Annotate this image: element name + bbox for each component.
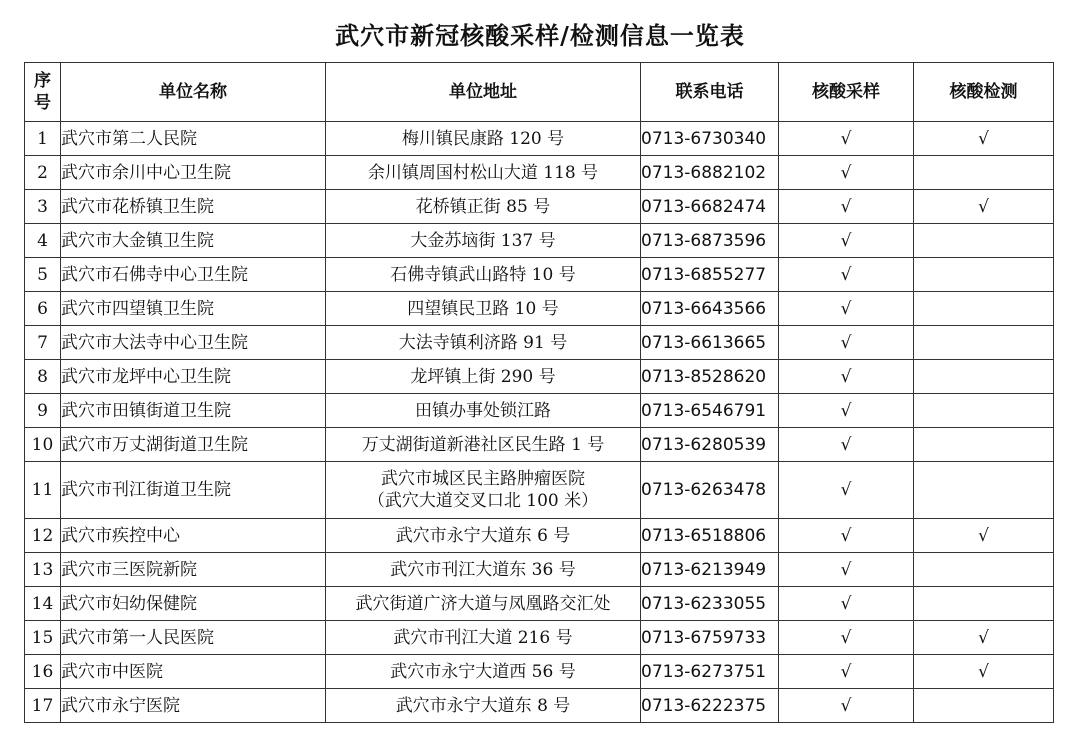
table-row [25, 156, 1054, 190]
row-sampling-check: √ [779, 326, 914, 360]
row-sampling-check: √ [779, 553, 914, 587]
row-index: 13 [25, 553, 61, 587]
row-unit-address-line1: 武穴市城区民主路肿瘤医院 [381, 469, 585, 489]
header-index-line1: 序 [34, 71, 51, 91]
info-table [24, 62, 1054, 723]
row-index: 4 [25, 224, 61, 258]
row-unit-address: 四望镇民卫路 10 号 [326, 292, 641, 326]
row-phone: 0713-6873596 [641, 224, 779, 258]
row-testing-check [914, 587, 1054, 621]
row-index: 1 [25, 122, 61, 156]
header-phone: 联系电话 [641, 63, 779, 122]
header-sampling: 核酸采样 [779, 63, 914, 122]
header-testing: 核酸检测 [914, 63, 1054, 122]
row-unit-address: 武穴市永宁大道东 8 号 [326, 689, 641, 723]
row-phone: 0713-6233055 [641, 587, 779, 621]
row-unit-name: 武穴市龙坪中心卫生院 [61, 360, 326, 394]
table-row [25, 553, 1054, 587]
row-sampling-check: √ [779, 156, 914, 190]
row-unit-address: 梅川镇民康路 120 号 [326, 122, 641, 156]
row-unit-address [326, 462, 641, 519]
row-unit-address: 田镇办事处锁江路 [326, 394, 641, 428]
row-unit-address: 石佛寺镇武山路特 10 号 [326, 258, 641, 292]
row-index: 16 [25, 655, 61, 689]
row-sampling-check: √ [779, 292, 914, 326]
row-sampling-check: √ [779, 428, 914, 462]
row-index: 10 [25, 428, 61, 462]
table-row [25, 258, 1054, 292]
row-index: 3 [25, 190, 61, 224]
row-testing-check [914, 553, 1054, 587]
table-row [25, 621, 1054, 655]
row-sampling-check: √ [779, 519, 914, 553]
row-unit-address: 武穴市刊江大道 216 号 [326, 621, 641, 655]
row-unit-address: 武穴街道广济大道与凤凰路交汇处 [326, 587, 641, 621]
row-index: 11 [25, 462, 61, 519]
row-sampling-check: √ [779, 587, 914, 621]
table-row [25, 224, 1054, 258]
row-testing-check [914, 292, 1054, 326]
row-unit-name: 武穴市万丈湖街道卫生院 [61, 428, 326, 462]
header-row [25, 63, 1054, 122]
table-row [25, 428, 1054, 462]
table-row [25, 190, 1054, 224]
row-unit-address: 花桥镇正街 85 号 [326, 190, 641, 224]
row-phone: 0713-6273751 [641, 655, 779, 689]
row-sampling-check: √ [779, 394, 914, 428]
row-index: 12 [25, 519, 61, 553]
row-unit-address: 大法寺镇利济路 91 号 [326, 326, 641, 360]
table-row [25, 655, 1054, 689]
row-index: 7 [25, 326, 61, 360]
row-index: 5 [25, 258, 61, 292]
row-unit-address: 大金苏垴街 137 号 [326, 224, 641, 258]
row-testing-check: √ [914, 122, 1054, 156]
table-row [25, 292, 1054, 326]
row-phone: 0713-6855277 [641, 258, 779, 292]
table-row [25, 326, 1054, 360]
header-index-line2: 号 [34, 93, 51, 113]
row-testing-check [914, 462, 1054, 519]
row-unit-name: 武穴市大金镇卫生院 [61, 224, 326, 258]
row-unit-name: 武穴市大法寺中心卫生院 [61, 326, 326, 360]
row-unit-name: 武穴市第一人民医院 [61, 621, 326, 655]
row-unit-address: 龙坪镇上街 290 号 [326, 360, 641, 394]
row-testing-check: √ [914, 190, 1054, 224]
row-index: 6 [25, 292, 61, 326]
table-row [25, 519, 1054, 553]
row-unit-address: 余川镇周国村松山大道 118 号 [326, 156, 641, 190]
row-sampling-check: √ [779, 360, 914, 394]
row-unit-name: 武穴市余川中心卫生院 [61, 156, 326, 190]
row-sampling-check: √ [779, 655, 914, 689]
row-index: 15 [25, 621, 61, 655]
row-testing-check [914, 689, 1054, 723]
header-unit-address: 单位地址 [326, 63, 641, 122]
row-sampling-check: √ [779, 224, 914, 258]
row-sampling-check: √ [779, 621, 914, 655]
row-unit-name: 武穴市三医院新院 [61, 553, 326, 587]
row-phone: 0713-6759733 [641, 621, 779, 655]
header-unit-name: 单位名称 [61, 63, 326, 122]
row-phone: 0713-6222375 [641, 689, 779, 723]
table-row [25, 122, 1054, 156]
row-testing-check: √ [914, 621, 1054, 655]
row-index: 2 [25, 156, 61, 190]
row-unit-name: 武穴市永宁医院 [61, 689, 326, 723]
row-unit-name: 武穴市刊江街道卫生院 [61, 462, 326, 519]
row-phone: 0713-6682474 [641, 190, 779, 224]
row-index: 8 [25, 360, 61, 394]
row-phone: 0713-6643566 [641, 292, 779, 326]
row-unit-name: 武穴市疾控中心 [61, 519, 326, 553]
row-unit-address: 万丈湖街道新港社区民生路 1 号 [326, 428, 641, 462]
row-unit-name: 武穴市四望镇卫生院 [61, 292, 326, 326]
row-unit-name: 武穴市妇幼保健院 [61, 587, 326, 621]
row-phone: 0713-6518806 [641, 519, 779, 553]
row-testing-check: √ [914, 655, 1054, 689]
row-unit-address: 武穴市永宁大道东 6 号 [326, 519, 641, 553]
row-sampling-check: √ [779, 462, 914, 519]
table-row [25, 462, 1054, 519]
row-index: 14 [25, 587, 61, 621]
row-phone: 0713-6613665 [641, 326, 779, 360]
row-sampling-check: √ [779, 190, 914, 224]
page-title: 武穴市新冠核酸采样/检测信息一览表 [335, 21, 745, 50]
row-unit-name: 武穴市中医院 [61, 655, 326, 689]
row-phone: 0713-6263478 [641, 462, 779, 519]
row-testing-check: √ [914, 519, 1054, 553]
row-unit-name: 武穴市第二人民院 [61, 122, 326, 156]
table-row [25, 689, 1054, 723]
row-phone: 0713-6213949 [641, 553, 779, 587]
row-sampling-check: √ [779, 122, 914, 156]
row-testing-check [914, 224, 1054, 258]
row-testing-check [914, 326, 1054, 360]
row-phone: 0713-6546791 [641, 394, 779, 428]
row-sampling-check: √ [779, 258, 914, 292]
row-testing-check [914, 258, 1054, 292]
table-row [25, 394, 1054, 428]
table-body [25, 122, 1054, 723]
row-unit-name: 武穴市石佛寺中心卫生院 [61, 258, 326, 292]
table-row [25, 587, 1054, 621]
row-testing-check [914, 394, 1054, 428]
row-index: 9 [25, 394, 61, 428]
row-phone: 0713-6730340 [641, 122, 779, 156]
table-row [25, 360, 1054, 394]
row-phone: 0713-6882102 [641, 156, 779, 190]
row-phone: 0713-8528620 [641, 360, 779, 394]
row-testing-check [914, 156, 1054, 190]
row-unit-name: 武穴市田镇街道卫生院 [61, 394, 326, 428]
row-unit-address-line2: （武穴大道交叉口北 100 米） [367, 491, 599, 511]
row-testing-check [914, 428, 1054, 462]
row-unit-address: 武穴市永宁大道西 56 号 [326, 655, 641, 689]
row-phone: 0713-6280539 [641, 428, 779, 462]
row-unit-name: 武穴市花桥镇卫生院 [61, 190, 326, 224]
row-sampling-check: √ [779, 689, 914, 723]
row-unit-address: 武穴市刊江大道东 36 号 [326, 553, 641, 587]
row-testing-check [914, 360, 1054, 394]
row-index: 17 [25, 689, 61, 723]
header-index [25, 63, 61, 122]
